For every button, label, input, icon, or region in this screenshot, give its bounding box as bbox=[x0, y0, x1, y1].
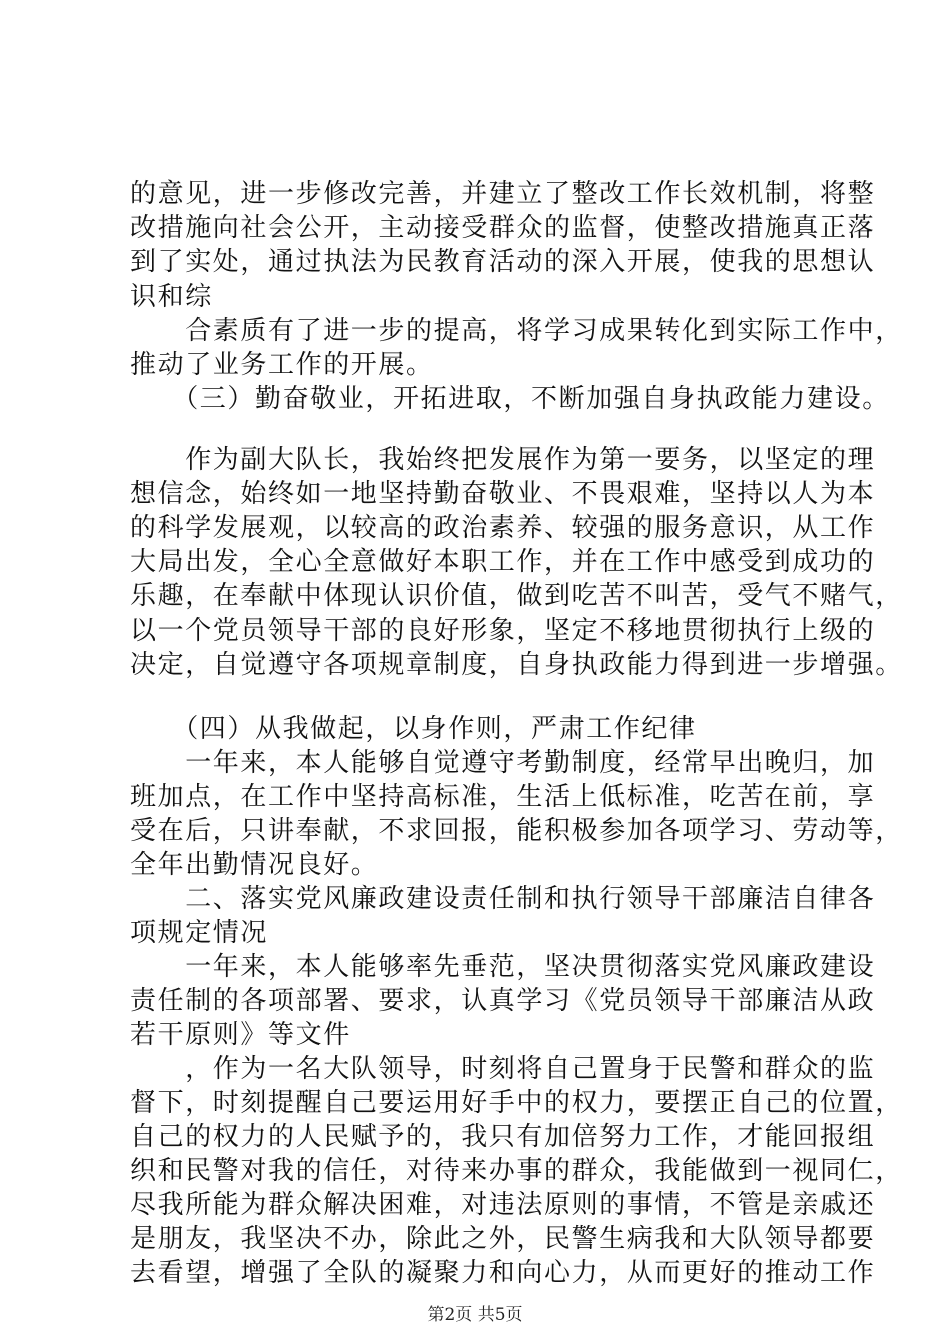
text-line: 想信念，始终如一地坚持勤奋敬业、不畏艰难，坚持以人为本 bbox=[130, 479, 876, 509]
text-line: 合素质有了进一步的提高，将学习成果转化到实际工作中， bbox=[130, 316, 903, 346]
text-line: 的科学发展观，以较高的政治素养、较强的服务意识，从工作 bbox=[130, 513, 876, 543]
section-heading: 项规定情况 bbox=[130, 918, 269, 948]
text-line: 识和综 bbox=[130, 282, 213, 312]
text-line: 自己的权力的人民赋予的，我只有加倍努力工作，才能回报组 bbox=[130, 1122, 876, 1152]
text-line: 乐趣，在奉献中体现认识价值，做到吃苦不叫苦，受气不赌气， bbox=[130, 581, 903, 611]
section-heading: （三）勤奋敬业，开拓进取，不断加强自身执政能力建设。 bbox=[130, 384, 890, 414]
section-heading: 二、落实党风廉政建设责任制和执行领导干部廉洁自律各 bbox=[130, 884, 876, 914]
text-line: 去看望，增强了全队的凝聚力和向心力，从而更好的推动工作 bbox=[130, 1258, 876, 1288]
text-line: 大局出发，全心全意做好本职工作，并在工作中感受到成功的 bbox=[130, 547, 876, 577]
text-line: 到了实处，通过执法为民教育活动的深入开展，使我的思想认 bbox=[130, 247, 876, 277]
text-line: 织和民警对我的信任，对待来办事的群众，我能做到一视同仁， bbox=[130, 1156, 903, 1186]
text-line: 改措施向社会公开，主动接受群众的监督，使整改措施真正落 bbox=[130, 213, 876, 243]
text-line: 若干原则》等文件 bbox=[130, 1020, 351, 1050]
text-line: 决定，自觉遵守各项规章制度，自身执政能力得到进一步增强。 bbox=[130, 650, 903, 680]
section-heading: （四）从我做起，以身作则，严肃工作纪律 bbox=[130, 714, 697, 744]
text-line: 全年出勤情况良好。 bbox=[130, 850, 379, 880]
text-line: ，作为一名大队领导，时刻将自己置身于民警和群众的监 bbox=[130, 1054, 876, 1084]
page-number: 第2页 共5页 bbox=[427, 1305, 523, 1325]
text-line: 督下，时刻提醒自己要运用好手中的权力，要摆正自己的位置， bbox=[130, 1088, 903, 1118]
text-line: 一年来，本人能够率先垂范，坚决贯彻落实党风廉政建设 bbox=[130, 952, 876, 982]
text-line: 班加点，在工作中坚持高标准，生活上低标准，吃苦在前，享 bbox=[130, 782, 876, 812]
text-line: 是朋友，我坚决不办，除此之外，民警生病我和大队领导都要 bbox=[130, 1224, 876, 1254]
text-line: 尽我所能为群众解决困难，对违法原则的事情，不管是亲戚还 bbox=[130, 1190, 876, 1220]
text-line: 推动了业务工作的开展。 bbox=[130, 350, 434, 380]
text-line: 责任制的各项部署、要求，认真学习《党员领导干部廉洁从政 bbox=[130, 986, 876, 1016]
text-line: 的意见，进一步修改完善，并建立了整改工作长效机制，将整 bbox=[130, 179, 876, 209]
text-line: 作为副大队长，我始终把发展作为第一要务，以坚定的理 bbox=[130, 445, 876, 475]
text-line: 一年来，本人能够自觉遵守考勤制度，经常早出晚归，加 bbox=[130, 748, 876, 778]
text-line: 以一个党员领导干部的良好形象，坚定不移地贯彻执行上级的 bbox=[130, 616, 876, 646]
text-line: 受在后，只讲奉献，不求回报，能积极参加各项学习、劳动等， bbox=[130, 816, 903, 846]
